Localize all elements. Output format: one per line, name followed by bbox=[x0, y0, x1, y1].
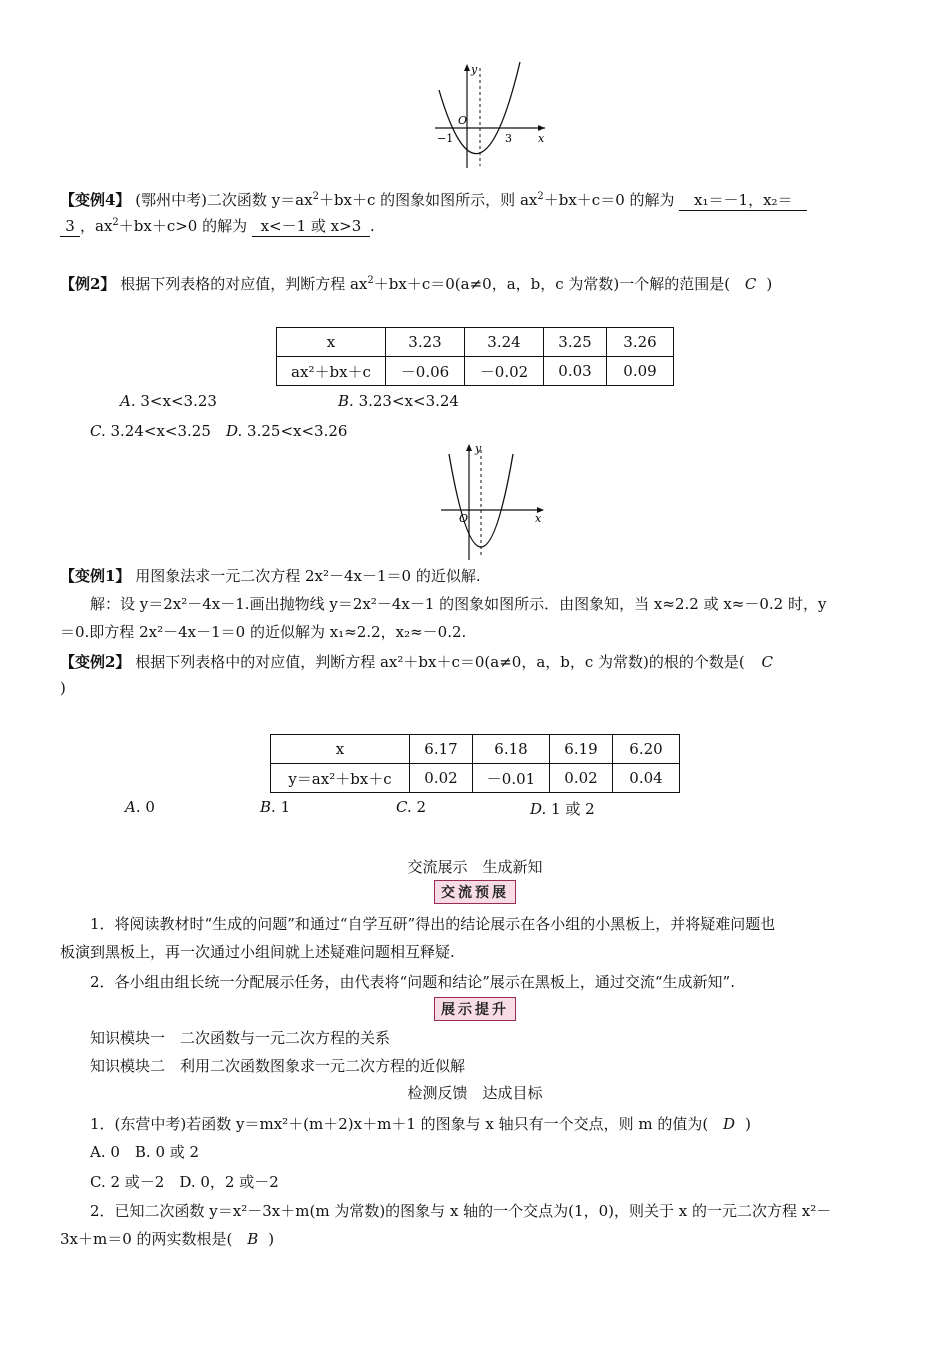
example2-option-c: C. 3.24<x<3.25 bbox=[90, 422, 211, 440]
check-question-1: 1．(东营中考)若函数 y＝mx²＋(m＋2)x＋m＋1 的图象与 x 轴只有一个交点，则 m 的值为( D ) bbox=[90, 1115, 751, 1133]
example2-question: 【例2】 根据下列表格的对应值，判断方程 $ax^2+bx+c=0(a\ne 0$，a，b，c 为常数)一个解的范围是( C ) bbox=[60, 275, 773, 293]
display-badge: 展示提升 bbox=[434, 997, 516, 1021]
check-question-2b: 3x＋m＝0 的两实数根是( B ) bbox=[60, 1230, 275, 1248]
check-question-2a: 2．已知二次函数 y＝x²－3x＋m(m 为常数)的图象与 x 轴的一个交点为(1，0)，则关于 x 的一元二次方程 x²－ bbox=[90, 1202, 832, 1220]
variant2-tag: 【变例2】 bbox=[60, 653, 131, 671]
module-2: 知识模块二 利用二次函数图象求一元二次方程的近似解 bbox=[90, 1057, 466, 1075]
check-q1-options-2: C. 2 或－2 D. 0，2 或－2 bbox=[90, 1173, 279, 1191]
variant4-answer1b: 3 bbox=[60, 216, 80, 237]
variant1-tag: 【变例1】 bbox=[60, 567, 131, 585]
variant4-line2: 3 ，$ax^2+bx+c>0$ 的解为 x<－1 或 x>3 . bbox=[60, 216, 375, 237]
exchange-paragraph-1a: 1．将阅读教材时“生成的问题”和通过“自学互研”得出的结论展示在各小组的小黑板上，并将疑难问题也 bbox=[90, 915, 776, 933]
example2-option-d: D. 3.25<x<3.26 bbox=[226, 422, 348, 440]
variant4-answer1: x₁＝－1，x₂＝ bbox=[679, 190, 807, 211]
display-badge-wrap bbox=[0, 997, 950, 1021]
example2-table bbox=[276, 327, 674, 386]
table-row: y＝ax²＋bx＋c 0.02 －0.01 0.02 0.04 bbox=[271, 764, 680, 793]
variant4-line1: 【变例4】 (鄂州中考)二次函数 $y=ax^2+bx+c$ 的图象如图所示，则 $ax^2+bx+c=0$ 的解为 x₁＝－1，x₂＝ bbox=[60, 190, 807, 211]
graph1-x-label: x bbox=[538, 132, 545, 145]
exchange-badge-wrap bbox=[0, 880, 950, 904]
check-q1-options-1: A. 0 B. 0 或 2 bbox=[90, 1143, 200, 1161]
variant2-option-a: A. 0 bbox=[125, 798, 155, 816]
example2-option-a: A. 3<x<3.23 bbox=[120, 392, 217, 410]
variant1-solution-1: 解：设 y＝2x²－4x－1.画出抛物线 y＝2x²－4x－1 的图象如图所示．由图象知，当 x≈2.2 或 x≈－0.2 时，y bbox=[90, 595, 827, 613]
graph1-origin-label: O bbox=[458, 114, 468, 127]
graph2-x-label: x bbox=[535, 512, 542, 525]
graph2-y-label: y bbox=[475, 442, 482, 455]
table-row: x 3.23 3.24 3.25 3.26 bbox=[277, 328, 674, 357]
graph1-y-label: y bbox=[471, 63, 478, 76]
variant2-close: ) bbox=[60, 679, 66, 697]
example2-answer: C bbox=[744, 275, 757, 293]
variant4-tag: 【变例4】 bbox=[60, 191, 131, 209]
variant2-option-d: D. 1 或 2 bbox=[530, 800, 595, 818]
graph2-origin-label: O bbox=[459, 512, 469, 525]
table-row: ax²＋bx＋c －0.06 －0.02 0.03 0.09 bbox=[277, 357, 674, 386]
variant1-solution-2: ＝0.即方程 2x²－4x－1＝0 的近似解为 x₁≈2.2，x₂≈－0.2. bbox=[60, 623, 467, 641]
variant2-table bbox=[270, 734, 680, 793]
variant2-question: 【变例2】 根据下列表格中的对应值，判断方程 ax²＋bx＋c＝0(a≠0，a，b，c 为常数)的根的个数是( C bbox=[60, 653, 774, 671]
table-row: x 6.17 6.18 6.19 6.20 bbox=[271, 735, 680, 764]
parabola-graph-2 bbox=[435, 440, 550, 562]
check-q2-answer: B bbox=[247, 1230, 259, 1248]
check-q1-answer: D bbox=[723, 1115, 736, 1133]
variant2-answer: C bbox=[761, 653, 774, 671]
variant1-question: 【变例1】 用图象法求一元二次方程 2x²－4x－1＝0 的近似解. bbox=[60, 567, 481, 585]
check-heading: 检测反馈 达成目标 bbox=[407, 1084, 543, 1102]
example2-option-b: B. 3.23<x<3.24 bbox=[338, 392, 459, 410]
parabola-graph-1 bbox=[425, 60, 555, 170]
exchange-heading: 交流展示 生成新知 bbox=[407, 858, 543, 876]
example2-tag: 【例2】 bbox=[60, 275, 116, 293]
variant4-answer2: x<－1 或 x>3 bbox=[252, 216, 370, 237]
exchange-badge: 交流预展 bbox=[434, 880, 516, 904]
exchange-paragraph-1b: 板演到黑板上，再一次通过小组间就上述疑难问题相互释疑. bbox=[60, 943, 455, 961]
exchange-paragraph-2: 2．各小组由组长统一分配展示任务，由代表将“问题和结论”展示在黑板上，通过交流“生成新知”. bbox=[90, 973, 735, 991]
variant2-option-c: C. 2 bbox=[396, 798, 427, 816]
graph1-tick-neg1: −1 bbox=[437, 132, 454, 145]
module-1: 知识模块一 二次函数与一元二次方程的关系 bbox=[90, 1029, 391, 1047]
variant2-option-b: B. 1 bbox=[260, 798, 291, 816]
graph1-tick-3: 3 bbox=[505, 132, 512, 145]
